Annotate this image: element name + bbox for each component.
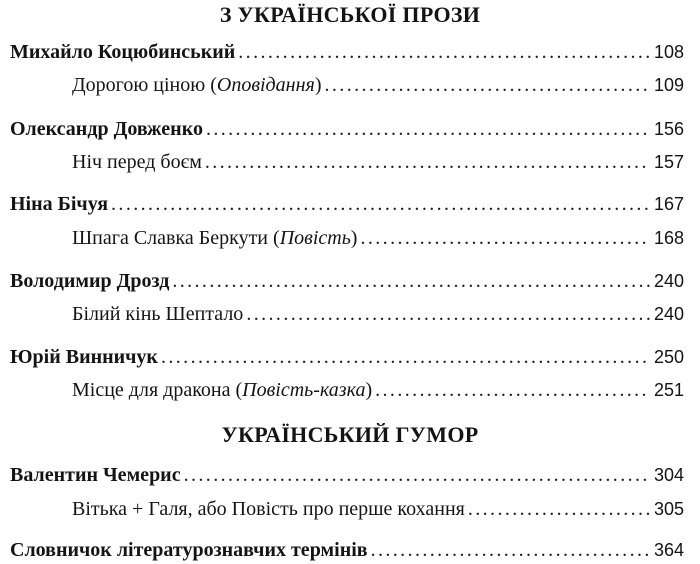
page-number: 109 (653, 75, 684, 95)
work-genre: Повість (279, 227, 351, 249)
work-title: Білий кінь Шептало (72, 303, 244, 325)
toc-entry-work (72, 302, 684, 326)
dot-leader (371, 538, 650, 562)
page-number: 168 (653, 228, 684, 248)
author-name: Юрій Винничук (10, 346, 158, 368)
toc-entry-work (72, 226, 684, 250)
author-name: Михайло Коцюбинський (10, 41, 236, 63)
page-number: 364 (653, 540, 684, 560)
glossary-title: Словничок літературознавчих термінів (10, 539, 368, 561)
page-number: 240 (653, 304, 684, 324)
dot-leader (184, 463, 650, 487)
dot-leader (161, 345, 650, 369)
dot-leader (375, 378, 650, 402)
page-number: 157 (653, 152, 684, 172)
work-title: Вітька + Галя, або Повість про перше кохання (72, 498, 465, 520)
work-genre: Повість-казка (242, 379, 366, 401)
author-name: Ніна Бічуя (10, 193, 109, 215)
author-name: Олександр Довженко (10, 118, 203, 140)
toc-entry-work (72, 378, 684, 402)
toc-entry-work (72, 497, 684, 521)
section-heading-humor: УКРАЇНСЬКИЙ ГУМОР (221, 422, 479, 447)
dot-leader (238, 40, 650, 64)
work-title: Ніч перед боєм (72, 151, 202, 173)
page-number: 108 (653, 42, 684, 62)
toc-entry-author (10, 192, 684, 216)
toc-entry-author (10, 345, 684, 369)
page-number: 167 (653, 194, 684, 214)
work-genre: Оповідання (216, 74, 315, 96)
dot-leader (205, 150, 650, 174)
dot-leader (111, 192, 650, 216)
dot-leader (360, 226, 649, 250)
toc-entry-author (10, 117, 684, 141)
page-number: 304 (653, 465, 684, 485)
work-title-line: Місце для дракона (Повість-казка) (72, 379, 373, 401)
section-heading-prose: З УКРАЇНСЬКОЇ ПРОЗИ (219, 2, 481, 27)
dot-leader (172, 269, 650, 293)
page-number: 240 (653, 271, 684, 291)
toc-entry-author (10, 463, 684, 487)
page-number: 251 (653, 380, 684, 400)
page-number: 250 (653, 347, 684, 367)
work-title-line: Дорогою ціною (Оповідання) (72, 74, 322, 96)
dot-leader (206, 117, 650, 141)
work-title: Дорогою ціною (72, 74, 206, 96)
dot-leader (246, 302, 650, 326)
toc-entry-work (72, 150, 684, 174)
dot-leader (325, 73, 650, 97)
toc-entry-work (72, 73, 684, 97)
dot-leader (468, 497, 650, 521)
toc-entry-glossary (10, 538, 684, 562)
toc-entry-author (10, 269, 684, 293)
work-title: Місце для дракона (72, 379, 231, 401)
page-number: 305 (653, 499, 684, 519)
page-number: 156 (653, 119, 684, 139)
author-name: Володимир Дрозд (10, 270, 170, 292)
toc-entry-author (10, 40, 684, 64)
work-title: Шпага Славка Беркути (72, 227, 269, 249)
work-title-line: Шпага Славка Беркути (Повість) (72, 227, 358, 249)
author-name: Валентин Чемерис (10, 464, 181, 486)
